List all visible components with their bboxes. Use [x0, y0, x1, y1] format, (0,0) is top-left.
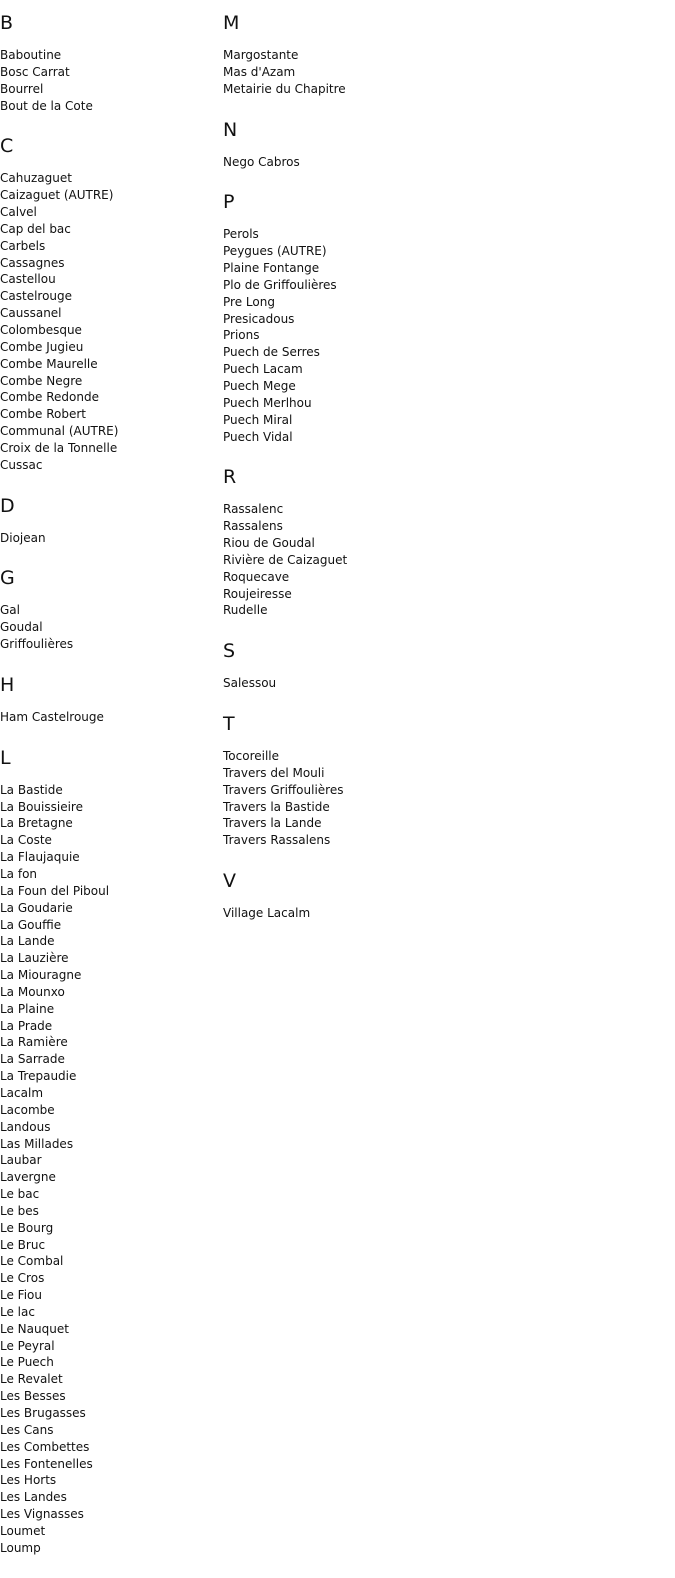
- place-link-travers-la-bastide[interactable]: Travers la Bastide: [223, 799, 330, 814]
- place-link-la-goudarie[interactable]: La Goudarie: [0, 900, 73, 915]
- place-link-nego-cabros[interactable]: Nego Cabros: [223, 154, 300, 169]
- list-item: [0, 530, 220, 547]
- place-link-la-lauziere[interactable]: La Lauzière: [0, 951, 69, 966]
- list-item: [0, 602, 220, 619]
- place-link-croix-de-la-tonnelle[interactable]: Croix de la Tonnelle: [0, 440, 118, 455]
- place-link-bosc-carrat[interactable]: Bosc Carrat: [0, 64, 70, 79]
- place-list: [0, 782, 220, 1557]
- list-item: [0, 1388, 220, 1405]
- place-list: [0, 709, 220, 726]
- letter-section-s: [223, 640, 443, 692]
- list-item: [0, 187, 220, 204]
- letter-section-n: [223, 119, 443, 171]
- place-link-puech-vidal[interactable]: Puech Vidal: [223, 429, 293, 444]
- place-link-la-bretagne[interactable]: La Bretagne: [0, 816, 73, 831]
- section-letter-heading: B: [0, 12, 14, 34]
- place-link-travers-griffoulieres[interactable]: Travers Griffoulières: [223, 782, 344, 797]
- place-link-le-revalet[interactable]: Le Revalet: [0, 1372, 63, 1387]
- place-link-la-gouffie[interactable]: La Gouffie: [0, 917, 62, 932]
- place-link-riou-de-goudal[interactable]: Riou de Goudal: [223, 536, 315, 551]
- place-link-landous[interactable]: Landous: [0, 1119, 51, 1134]
- place-link-puech-merlhou[interactable]: Puech Merlhou: [223, 395, 312, 410]
- place-link-travers-rassalens[interactable]: Travers Rassalens: [223, 833, 331, 848]
- list-item: [0, 1506, 220, 1523]
- place-link-cassagnes[interactable]: Cassagnes: [0, 255, 65, 270]
- place-link-le-bruc[interactable]: Le Bruc: [0, 1237, 46, 1252]
- place-link-combe-robert[interactable]: Combe Robert: [0, 407, 87, 422]
- list-item: [223, 552, 443, 569]
- list-item: [0, 47, 220, 64]
- list-item: [223, 429, 443, 446]
- place-list: [0, 602, 220, 653]
- place-link-les-horts[interactable]: Les Horts: [0, 1473, 57, 1488]
- list-item: [0, 81, 220, 98]
- place-link-travers-la-lande[interactable]: Travers la Lande: [223, 816, 322, 831]
- place-link-les-cans[interactable]: Les Cans: [0, 1422, 54, 1437]
- place-link-la-trepaudie[interactable]: La Trepaudie: [0, 1069, 77, 1084]
- index-column-right: [223, 12, 443, 943]
- place-link-la-miouragne[interactable]: La Miouragne: [0, 968, 82, 983]
- place-link-combe-negre[interactable]: Combe Negre: [0, 373, 83, 388]
- list-item: [0, 1085, 220, 1102]
- section-letter-heading: L: [0, 746, 11, 769]
- list-item: [0, 1540, 220, 1557]
- place-list: [0, 170, 220, 473]
- place-link-le-nauquet[interactable]: Le Nauquet: [0, 1321, 69, 1336]
- list-item: [0, 1371, 220, 1388]
- list-item: [0, 1253, 220, 1270]
- list-item: [223, 832, 443, 849]
- place-link-perols[interactable]: Perols: [223, 227, 259, 242]
- letter-section-b: [0, 12, 220, 114]
- place-link-puech-miral[interactable]: Puech Miral: [223, 412, 293, 427]
- list-item: [223, 535, 443, 552]
- list-item: [0, 900, 220, 917]
- list-item: [223, 395, 443, 412]
- list-item: [0, 271, 220, 288]
- place-link-loump[interactable]: Loump: [0, 1540, 41, 1555]
- list-item: [0, 619, 220, 636]
- place-list: [223, 748, 443, 849]
- place-list: [0, 530, 220, 547]
- list-item: [0, 883, 220, 900]
- letter-section-m: [223, 12, 443, 98]
- list-item: [0, 305, 220, 322]
- list-item: [0, 933, 220, 950]
- list-item: [0, 1152, 220, 1169]
- place-link-colombesque[interactable]: Colombesque: [0, 322, 82, 337]
- place-link-village-lacalm[interactable]: Village Lacalm: [223, 906, 311, 921]
- list-item: [0, 1220, 220, 1237]
- place-list: [223, 675, 443, 692]
- list-item: [0, 1237, 220, 1254]
- place-link-la-prade[interactable]: La Prade: [0, 1018, 53, 1033]
- place-link-le-fiou[interactable]: Le Fiou: [0, 1288, 42, 1303]
- place-link-lacombe[interactable]: Lacombe: [0, 1102, 55, 1117]
- section-letter-heading: V: [223, 870, 236, 893]
- place-list: [223, 47, 443, 98]
- place-list: [0, 47, 220, 114]
- list-item: [223, 501, 443, 518]
- list-item: [0, 1186, 220, 1203]
- list-item: [0, 1338, 220, 1355]
- place-link-prions[interactable]: Prions: [223, 328, 260, 343]
- place-link-la-bouissieire[interactable]: La Bouissieire: [0, 799, 83, 814]
- letter-section-d: [0, 495, 220, 547]
- place-link-la-foun-del-piboul[interactable]: La Foun del Piboul: [0, 883, 110, 898]
- list-item: [0, 98, 220, 115]
- place-link-salessou[interactable]: Salessou: [223, 676, 277, 691]
- list-item: [0, 1422, 220, 1439]
- list-item: [0, 1287, 220, 1304]
- list-item: [0, 984, 220, 1001]
- list-item: [223, 81, 443, 98]
- list-item: [0, 815, 220, 832]
- place-link-castelrouge[interactable]: Castelrouge: [0, 289, 73, 304]
- list-item: [223, 344, 443, 361]
- list-item: [0, 849, 220, 866]
- list-item: [0, 1203, 220, 1220]
- list-item: [0, 1321, 220, 1338]
- list-item: [0, 1018, 220, 1035]
- list-item: [223, 782, 443, 799]
- place-link-plo-de-griffoulieres[interactable]: Plo de Griffoulières: [223, 277, 337, 292]
- place-link-la-ramiere[interactable]: La Ramière: [0, 1035, 68, 1050]
- list-item: [0, 636, 220, 653]
- place-link-puech-de-serres[interactable]: Puech de Serres: [223, 345, 320, 360]
- list-item: [223, 260, 443, 277]
- place-link-combe-redonde[interactable]: Combe Redonde: [0, 390, 99, 405]
- section-letter-heading: R: [223, 466, 237, 489]
- place-link-le-puech[interactable]: Le Puech: [0, 1355, 54, 1370]
- list-item: [0, 389, 220, 406]
- list-item: [0, 322, 220, 339]
- place-link-tocoreille[interactable]: Tocoreille: [223, 749, 280, 764]
- place-link-la-lande[interactable]: La Lande: [0, 934, 55, 949]
- place-link-la-sarrade[interactable]: La Sarrade: [0, 1052, 65, 1067]
- place-link-diojean[interactable]: Diojean: [0, 530, 46, 545]
- list-item: [0, 1270, 220, 1287]
- list-item: [0, 373, 220, 390]
- place-link-griffoulieres[interactable]: Griffoulières: [0, 637, 74, 652]
- list-item: [0, 1102, 220, 1119]
- place-link-la-fon[interactable]: La fon: [0, 867, 38, 881]
- place-link-calvel[interactable]: Calvel: [0, 205, 37, 220]
- list-item: [0, 356, 220, 373]
- list-item: [0, 832, 220, 849]
- index-column-left: [0, 12, 220, 1578]
- place-link-goudal[interactable]: Goudal: [0, 620, 43, 635]
- place-link-carbels[interactable]: Carbels: [0, 238, 46, 253]
- list-item: [0, 1456, 220, 1473]
- place-list: [223, 501, 443, 619]
- list-item: [0, 238, 220, 255]
- place-link-communal-autre[interactable]: Communal (AUTRE): [0, 424, 119, 439]
- place-link-le-peyral[interactable]: Le Peyral: [0, 1338, 55, 1353]
- section-letter-heading: G: [0, 567, 15, 590]
- section-letter-heading: M: [223, 12, 240, 34]
- place-link-lacalm[interactable]: Lacalm: [0, 1085, 44, 1100]
- list-item: [223, 378, 443, 395]
- place-link-margostante[interactable]: Margostante: [223, 48, 299, 62]
- list-item: [0, 204, 220, 221]
- place-link-cap-del-bac[interactable]: Cap del bac: [0, 221, 71, 236]
- place-link-combe-maurelle[interactable]: Combe Maurelle: [0, 356, 98, 371]
- list-item: [0, 1051, 220, 1068]
- list-item: [0, 1489, 220, 1506]
- place-link-caussanel[interactable]: Caussanel: [0, 306, 62, 321]
- place-link-travers-del-mouli[interactable]: Travers del Mouli: [223, 765, 325, 780]
- place-link-puech-lacam[interactable]: Puech Lacam: [223, 362, 303, 377]
- list-item: [223, 243, 443, 260]
- place-link-le-cros[interactable]: Le Cros: [0, 1271, 45, 1286]
- letter-section-p: [223, 191, 443, 445]
- list-item: [0, 1304, 220, 1321]
- place-link-laubar[interactable]: Laubar: [0, 1153, 42, 1168]
- list-item: [223, 294, 443, 311]
- section-letter-heading: H: [0, 673, 15, 696]
- place-link-les-besses[interactable]: Les Besses: [0, 1389, 66, 1404]
- list-item: [0, 799, 220, 816]
- list-item: [0, 64, 220, 81]
- section-letter-heading: N: [223, 118, 238, 141]
- list-item: [0, 339, 220, 356]
- place-link-la-plaine[interactable]: La Plaine: [0, 1001, 55, 1016]
- place-link-le-bac[interactable]: Le bac: [0, 1187, 40, 1202]
- place-link-les-brugasses[interactable]: Les Brugasses: [0, 1406, 86, 1420]
- list-item: [0, 423, 220, 440]
- section-letter-heading: C: [0, 135, 14, 158]
- list-item: [223, 765, 443, 782]
- list-item: [0, 1034, 220, 1051]
- place-link-presicadous[interactable]: Presicadous: [223, 311, 295, 326]
- list-item: [223, 815, 443, 832]
- place-link-riviere-de-caizaguet[interactable]: Rivière de Caizaguet: [223, 552, 348, 567]
- place-link-la-flaujaquie[interactable]: La Flaujaquie: [0, 850, 80, 865]
- place-link-la-mounxo[interactable]: La Mounxo: [0, 984, 65, 999]
- place-link-castellou[interactable]: Castellou: [0, 272, 56, 287]
- letter-section-l: [0, 747, 220, 1557]
- section-letter-heading: D: [0, 494, 15, 517]
- section-letter-heading: S: [223, 640, 236, 663]
- place-link-puech-mege[interactable]: Puech Mege: [223, 378, 296, 393]
- place-link-caizaguet-autre[interactable]: Caizaguet (AUTRE): [0, 188, 114, 203]
- place-link-pre-long[interactable]: Pre Long: [223, 294, 275, 309]
- place-link-cussac[interactable]: Cussac: [0, 457, 43, 472]
- section-letter-heading: T: [223, 713, 235, 736]
- list-item: [223, 361, 443, 378]
- list-item: [223, 64, 443, 81]
- place-link-baboutine[interactable]: Baboutine: [0, 48, 62, 62]
- letter-section-g: [0, 567, 220, 653]
- place-link-metairie-du-chapitre[interactable]: Metairie du Chapitre: [223, 81, 346, 96]
- place-link-combe-jugieu[interactable]: Combe Jugieu: [0, 339, 84, 354]
- list-item: [0, 1354, 220, 1371]
- place-link-le-bes[interactable]: Le bes: [0, 1203, 39, 1218]
- place-list: [223, 226, 443, 445]
- list-item: [0, 1472, 220, 1489]
- list-item: [223, 586, 443, 603]
- list-item: [0, 1136, 220, 1153]
- place-link-mas-d-azam[interactable]: Mas d'Azam: [223, 64, 296, 79]
- list-item: [0, 288, 220, 305]
- list-item: [223, 518, 443, 535]
- place-link-les-vignasses[interactable]: Les Vignasses: [0, 1507, 84, 1522]
- list-item: [0, 1068, 220, 1085]
- place-list: [223, 154, 443, 171]
- list-item: [0, 457, 220, 474]
- list-item: [0, 1523, 220, 1540]
- list-item: [223, 226, 443, 243]
- list-item: [0, 1439, 220, 1456]
- place-link-les-fontenelles[interactable]: Les Fontenelles: [0, 1456, 93, 1471]
- place-link-la-bastide[interactable]: La Bastide: [0, 782, 63, 797]
- place-link-le-lac[interactable]: Le lac: [0, 1304, 35, 1319]
- list-item: [0, 1405, 220, 1422]
- list-item: [0, 967, 220, 984]
- list-item: [223, 412, 443, 429]
- list-item: [0, 709, 220, 726]
- list-item: [0, 1001, 220, 1018]
- place-link-loumet[interactable]: Loumet: [0, 1523, 46, 1538]
- list-item: [0, 440, 220, 457]
- list-item: [223, 154, 443, 171]
- list-item: [0, 1169, 220, 1186]
- list-item: [0, 221, 220, 238]
- list-item: [223, 675, 443, 692]
- place-link-la-coste[interactable]: La Coste: [0, 833, 52, 848]
- place-link-rudelle[interactable]: Rudelle: [223, 603, 268, 618]
- place-link-peygues-autre[interactable]: Peygues (AUTRE): [223, 244, 327, 259]
- place-link-les-landes[interactable]: Les Landes: [0, 1490, 67, 1505]
- place-link-ham-castelrouge[interactable]: Ham Castelrouge: [0, 709, 104, 724]
- list-item: [223, 569, 443, 586]
- letter-section-v: [223, 870, 443, 922]
- place-link-plaine-fontange[interactable]: Plaine Fontange: [223, 261, 320, 276]
- place-link-bourrel[interactable]: Bourrel: [0, 81, 44, 96]
- place-link-bout-de-la-cote[interactable]: Bout de la Cote: [0, 98, 93, 113]
- place-link-lavergne[interactable]: Lavergne: [0, 1170, 56, 1185]
- list-item: [0, 866, 220, 883]
- place-link-rassalenc[interactable]: Rassalenc: [223, 502, 284, 517]
- place-link-rassalens[interactable]: Rassalens: [223, 519, 283, 534]
- letter-section-h: [0, 674, 220, 726]
- place-link-roquecave[interactable]: Roquecave: [223, 569, 290, 584]
- list-item: [223, 799, 443, 816]
- place-link-roujeiresse[interactable]: Roujeiresse: [223, 586, 292, 601]
- list-item: [223, 602, 443, 619]
- place-link-cahuzaguet[interactable]: Cahuzaguet: [0, 171, 72, 186]
- letter-section-r: [223, 466, 443, 619]
- letter-section-t: [223, 713, 443, 849]
- place-link-le-bourg[interactable]: Le Bourg: [0, 1220, 54, 1235]
- letter-section-c: [0, 135, 220, 473]
- list-item: [0, 406, 220, 423]
- list-item: [223, 47, 443, 64]
- list-item: [0, 170, 220, 187]
- section-letter-heading: P: [223, 191, 235, 214]
- place-list: [223, 905, 443, 922]
- list-item: [223, 277, 443, 294]
- list-item: [223, 327, 443, 344]
- list-item: [0, 1119, 220, 1136]
- place-link-le-combal[interactable]: Le Combal: [0, 1254, 64, 1269]
- place-link-les-combettes[interactable]: Les Combettes: [0, 1439, 90, 1454]
- list-item: [0, 782, 220, 799]
- list-item: [0, 255, 220, 272]
- list-item: [0, 950, 220, 967]
- list-item: [223, 311, 443, 328]
- place-link-las-millades[interactable]: Las Millades: [0, 1136, 74, 1151]
- list-item: [0, 917, 220, 934]
- list-item: [223, 905, 443, 922]
- list-item: [223, 748, 443, 765]
- place-link-gal[interactable]: Gal: [0, 603, 20, 618]
